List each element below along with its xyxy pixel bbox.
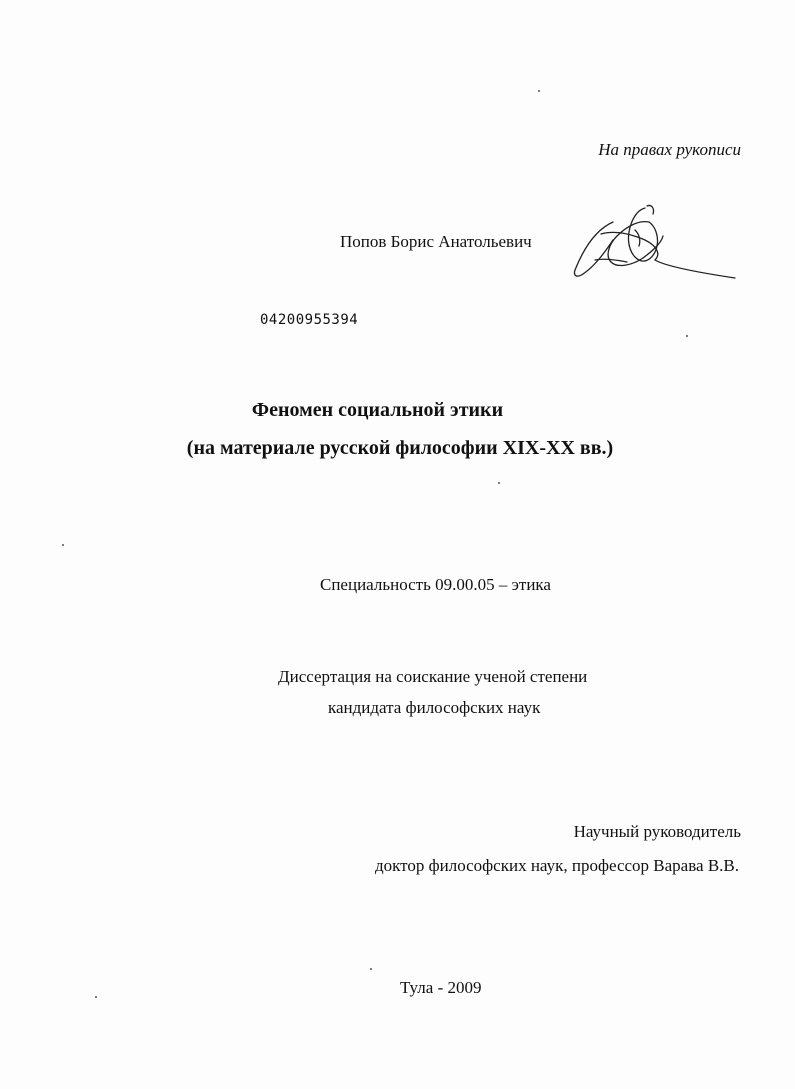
- degree-line-1: Диссертация на соискание ученой степени: [278, 667, 588, 686]
- city-year: Тула - 2009: [400, 978, 482, 997]
- supervisor-name: доктор философских наук, профессор Варава В.В.: [374, 856, 739, 875]
- scan-speck: [538, 90, 540, 92]
- specialty-line: Специальность 09.00.05 – этика: [320, 575, 551, 594]
- supervisor-label: Научный руководитель: [573, 822, 741, 841]
- author-name: Попов Борис Анатольевич: [340, 232, 532, 251]
- thesis-subtitle: (на материале русской философии XIX-XX вв.): [186, 437, 614, 459]
- scan-speck: [370, 968, 372, 970]
- rights-note: На правах рукописи: [598, 140, 741, 159]
- signature-image: [565, 200, 740, 285]
- degree-line-2: кандидата философских наук: [328, 698, 541, 717]
- document-code: 04200955394: [260, 312, 359, 328]
- scan-speck: [686, 335, 688, 337]
- scan-speck: [95, 996, 97, 998]
- scan-speck: [498, 482, 500, 484]
- scan-speck: [62, 544, 64, 546]
- thesis-title: Феномен социальной этики: [251, 399, 504, 421]
